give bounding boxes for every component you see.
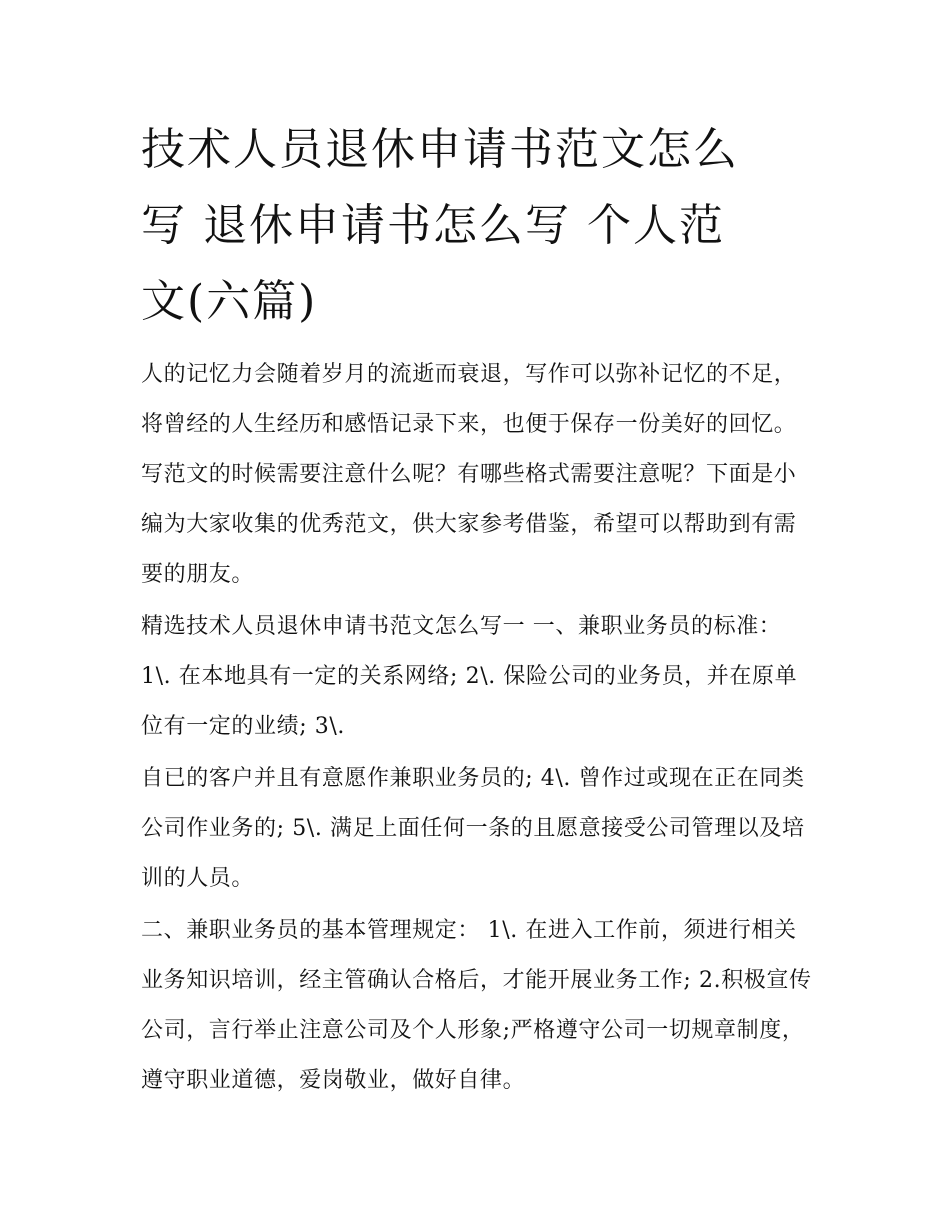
title-line-1: 技术人员退休申请书范文怎么 <box>141 124 739 175</box>
document-page <box>141 112 813 1106</box>
title-line-2: 写 退休申请书怎么写 个人范 <box>141 200 725 251</box>
document-title <box>141 112 813 340</box>
title-line-3: 文(六篇) <box>141 276 318 327</box>
body-paragraph-2: 自已的客户并且有意愿作兼职业务员的; 4\. 曾作过或现在正在同类公司作业务的; 5\. 满足上面任何一条的且愿意接受公司管理以及培训的人员。 <box>141 766 805 891</box>
body-paragraph-1: 精选技术人员退休申请书范文怎么写一 一、兼职业务员的标准： 1\. 在本地具有一定的关系网络; 2\. 保险公司的业务员，并在原单位有一定的业绩; 3\. <box>141 614 798 739</box>
intro-paragraph: 人的记忆力会随着岁月的流逝而衰退，写作可以弥补记忆的不足，将曾经的人生经历和感悟记录下来，也便于保存一份美好的回忆。写范文的时候需要注意什么呢？有哪些格式需要注意呢？下面是小编为大家收集的优秀范文，供大家参考借鉴，希望可以帮助到有需要的朋友。 <box>141 362 797 587</box>
body-paragraph-3: 二、兼职业务员的基本管理规定： 1\. 在进入工作前，须进行相关业务知识培训，经主管确认合格后，才能开展业务工作; 2.积极宣传公司，言行举止注意公司及个人形象;严格遵守公司一切规章制度，遵守职业道德，爱岗敬业，做好自律。 <box>141 918 812 1093</box>
